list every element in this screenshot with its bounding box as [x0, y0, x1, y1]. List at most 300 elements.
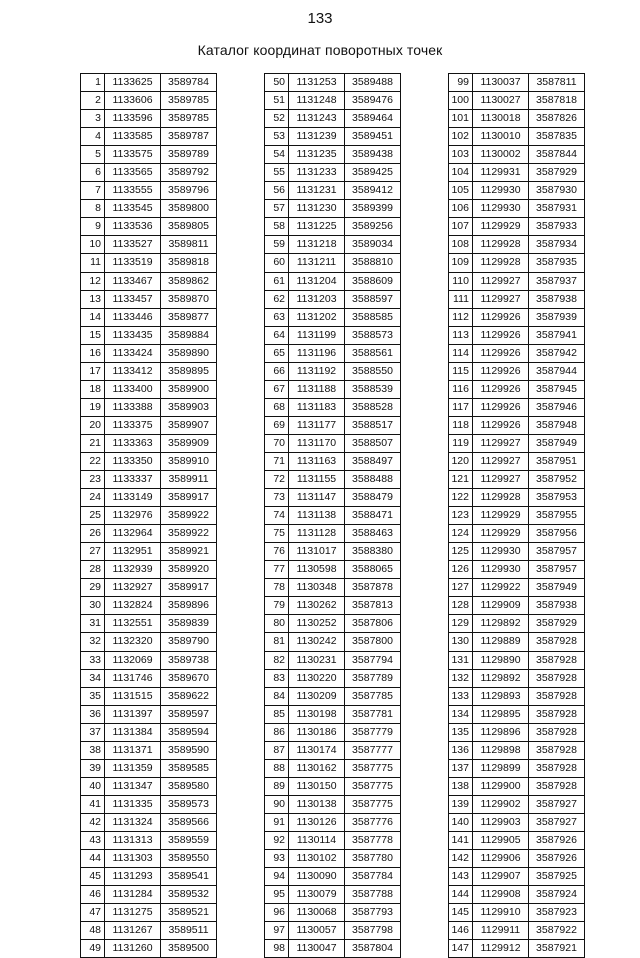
coord-y: 3589890	[161, 344, 217, 362]
coord-y: 3587938	[529, 290, 585, 308]
table-row	[81, 579, 217, 597]
table-row	[265, 651, 401, 669]
coord-y: 3589511	[161, 922, 217, 940]
point-number: 19	[81, 398, 105, 416]
coord-y: 3589818	[161, 254, 217, 272]
coord-y: 3587927	[529, 813, 585, 831]
coord-x: 1131239	[289, 128, 345, 146]
table-row	[81, 452, 217, 470]
coord-y: 3589805	[161, 218, 217, 236]
coord-y: 3589903	[161, 398, 217, 416]
coord-x: 1130138	[289, 795, 345, 813]
coord-y: 3589784	[161, 74, 217, 92]
table-row	[449, 146, 585, 164]
point-number: 13	[81, 290, 105, 308]
coord-x: 1131371	[105, 741, 161, 759]
coord-y: 3587930	[529, 182, 585, 200]
coord-x: 1133363	[105, 434, 161, 452]
point-number: 141	[449, 831, 473, 849]
point-number: 131	[449, 651, 473, 669]
coord-x: 1130010	[473, 128, 529, 146]
coord-x: 1133625	[105, 74, 161, 92]
coord-x: 1129903	[473, 813, 529, 831]
point-number: 11	[81, 254, 105, 272]
coord-y: 3587806	[345, 615, 401, 633]
point-number: 107	[449, 218, 473, 236]
table-row	[81, 398, 217, 416]
point-number: 58	[265, 218, 289, 236]
coord-x: 1131155	[289, 471, 345, 489]
table-row	[81, 362, 217, 380]
coord-x: 1133337	[105, 471, 161, 489]
point-number: 92	[265, 831, 289, 849]
coord-x: 1131196	[289, 344, 345, 362]
coord-x: 1133467	[105, 272, 161, 290]
coord-x: 1130150	[289, 777, 345, 795]
coord-x: 1131204	[289, 272, 345, 290]
coord-y: 3587956	[529, 525, 585, 543]
coord-y: 3589785	[161, 110, 217, 128]
coord-x: 1131192	[289, 362, 345, 380]
coord-x: 1133545	[105, 200, 161, 218]
table-row	[265, 452, 401, 470]
coord-x: 1130102	[289, 850, 345, 868]
coord-x: 1129926	[473, 362, 529, 380]
coord-x: 1131397	[105, 705, 161, 723]
point-number: 97	[265, 922, 289, 940]
point-number: 41	[81, 795, 105, 813]
table-row	[81, 741, 217, 759]
point-number: 122	[449, 489, 473, 507]
coord-y: 3589532	[161, 886, 217, 904]
point-number: 146	[449, 922, 473, 940]
point-number: 68	[265, 398, 289, 416]
point-number: 123	[449, 507, 473, 525]
coord-x: 1131163	[289, 452, 345, 470]
table-row	[265, 507, 401, 525]
coord-x: 1130037	[473, 74, 529, 92]
point-number: 20	[81, 416, 105, 434]
coord-x: 1133585	[105, 128, 161, 146]
coord-y: 3589590	[161, 741, 217, 759]
coord-x: 1132069	[105, 651, 161, 669]
coord-x: 1130209	[289, 687, 345, 705]
table-row	[449, 290, 585, 308]
table-row	[449, 362, 585, 380]
table-row	[449, 434, 585, 452]
coord-x: 1129926	[473, 380, 529, 398]
point-number: 8	[81, 200, 105, 218]
coord-y: 3587957	[529, 543, 585, 561]
point-number: 63	[265, 308, 289, 326]
table-row	[81, 525, 217, 543]
point-number: 71	[265, 452, 289, 470]
point-number: 98	[265, 940, 289, 958]
table-row	[265, 543, 401, 561]
coord-x: 1129922	[473, 579, 529, 597]
coord-y: 3588597	[345, 290, 401, 308]
coord-y: 3589884	[161, 326, 217, 344]
coord-x: 1129928	[473, 254, 529, 272]
point-number: 110	[449, 272, 473, 290]
coord-y: 3589811	[161, 236, 217, 254]
table-row	[449, 868, 585, 886]
point-number: 5	[81, 146, 105, 164]
point-number: 6	[81, 164, 105, 182]
point-number: 57	[265, 200, 289, 218]
coord-x: 1131243	[289, 110, 345, 128]
coord-x: 1133555	[105, 182, 161, 200]
table-row	[449, 74, 585, 92]
coord-x: 1131183	[289, 398, 345, 416]
coord-x: 1130252	[289, 615, 345, 633]
table-row	[81, 831, 217, 849]
table-row	[81, 380, 217, 398]
coord-x: 1132824	[105, 597, 161, 615]
coord-y: 3588539	[345, 380, 401, 398]
coord-y: 3587923	[529, 904, 585, 922]
coord-y: 3589900	[161, 380, 217, 398]
point-number: 54	[265, 146, 289, 164]
table-row	[265, 741, 401, 759]
point-number: 14	[81, 308, 105, 326]
coord-x: 1130262	[289, 597, 345, 615]
coord-x: 1130186	[289, 723, 345, 741]
point-number: 30	[81, 597, 105, 615]
table-row	[81, 182, 217, 200]
coord-y: 3587794	[345, 651, 401, 669]
table-row	[449, 723, 585, 741]
coord-y: 3589670	[161, 669, 217, 687]
table-row	[265, 723, 401, 741]
table-row	[81, 254, 217, 272]
point-number: 18	[81, 380, 105, 398]
coord-x: 1129905	[473, 831, 529, 849]
coord-y: 3587926	[529, 831, 585, 849]
table-row	[449, 200, 585, 218]
table-row	[449, 651, 585, 669]
point-number: 130	[449, 633, 473, 651]
coord-x: 1131335	[105, 795, 161, 813]
coord-y: 3587931	[529, 200, 585, 218]
point-number: 87	[265, 741, 289, 759]
coord-y: 3589922	[161, 525, 217, 543]
point-number: 28	[81, 561, 105, 579]
coord-y: 3587942	[529, 344, 585, 362]
point-number: 48	[81, 922, 105, 940]
table-row	[449, 886, 585, 904]
coord-y: 3588507	[345, 434, 401, 452]
coord-x: 1131202	[289, 308, 345, 326]
table-row	[265, 615, 401, 633]
coord-x: 1130002	[473, 146, 529, 164]
point-number: 10	[81, 236, 105, 254]
page-number: 133	[307, 10, 333, 27]
table-row	[449, 128, 585, 146]
coord-x: 1131347	[105, 777, 161, 795]
table-row	[265, 164, 401, 182]
table-row	[81, 471, 217, 489]
point-number: 93	[265, 850, 289, 868]
table-row	[81, 922, 217, 940]
point-number: 33	[81, 651, 105, 669]
coord-y: 3589566	[161, 813, 217, 831]
coord-y: 3587777	[345, 741, 401, 759]
coord-y: 3589839	[161, 615, 217, 633]
table-row	[449, 92, 585, 110]
coord-x: 1132939	[105, 561, 161, 579]
point-number: 24	[81, 489, 105, 507]
point-number: 52	[265, 110, 289, 128]
coord-x: 1129909	[473, 597, 529, 615]
coord-y: 3589500	[161, 940, 217, 958]
coordinates-table-1	[80, 73, 217, 958]
coordinates-table-3	[448, 73, 585, 958]
coord-x: 1129890	[473, 651, 529, 669]
coord-y: 3589412	[345, 182, 401, 200]
coord-x: 1133565	[105, 164, 161, 182]
coord-x: 1129928	[473, 489, 529, 507]
coord-y: 3589425	[345, 164, 401, 182]
coord-y: 3587779	[345, 723, 401, 741]
coord-x: 1132927	[105, 579, 161, 597]
point-number: 135	[449, 723, 473, 741]
coord-y: 3588585	[345, 308, 401, 326]
table-row	[449, 543, 585, 561]
table-row	[81, 290, 217, 308]
point-number: 105	[449, 182, 473, 200]
table-row	[81, 92, 217, 110]
point-number: 62	[265, 290, 289, 308]
coord-x: 1133596	[105, 110, 161, 128]
point-number: 32	[81, 633, 105, 651]
coord-x: 1131293	[105, 868, 161, 886]
coord-y: 3587945	[529, 380, 585, 398]
point-number: 133	[449, 687, 473, 705]
coord-x: 1131225	[289, 218, 345, 236]
point-number: 66	[265, 362, 289, 380]
point-number: 70	[265, 434, 289, 452]
point-number: 34	[81, 669, 105, 687]
coord-y: 3589738	[161, 651, 217, 669]
coord-y: 3587798	[345, 922, 401, 940]
coord-y: 3588463	[345, 525, 401, 543]
coord-y: 3589862	[161, 272, 217, 290]
coord-y: 3589796	[161, 182, 217, 200]
table-row	[449, 525, 585, 543]
coord-y: 3587928	[529, 651, 585, 669]
coord-y: 3587944	[529, 362, 585, 380]
coord-x: 1130079	[289, 886, 345, 904]
coord-x: 1132951	[105, 543, 161, 561]
coord-x: 1133424	[105, 344, 161, 362]
coord-y: 3589256	[345, 218, 401, 236]
coord-x: 1131303	[105, 850, 161, 868]
coord-y: 3587776	[345, 813, 401, 831]
point-number: 38	[81, 741, 105, 759]
table-row	[81, 272, 217, 290]
point-number: 88	[265, 759, 289, 777]
point-number: 69	[265, 416, 289, 434]
coord-y: 3587789	[345, 669, 401, 687]
table-row	[449, 110, 585, 128]
table-row	[81, 74, 217, 92]
coord-y: 3588810	[345, 254, 401, 272]
coord-x: 1133388	[105, 398, 161, 416]
coord-y: 3587952	[529, 471, 585, 489]
point-number: 74	[265, 507, 289, 525]
coord-y: 3589922	[161, 507, 217, 525]
point-number: 40	[81, 777, 105, 795]
coord-x: 1130348	[289, 579, 345, 597]
coord-x: 1131515	[105, 687, 161, 705]
coord-x: 1130090	[289, 868, 345, 886]
coord-x: 1133606	[105, 92, 161, 110]
point-number: 47	[81, 904, 105, 922]
point-number: 4	[81, 128, 105, 146]
coord-x: 1129926	[473, 398, 529, 416]
table-row	[449, 254, 585, 272]
point-number: 29	[81, 579, 105, 597]
table-row	[449, 380, 585, 398]
point-number: 45	[81, 868, 105, 886]
table-row	[449, 561, 585, 579]
point-number: 67	[265, 380, 289, 398]
point-number: 99	[449, 74, 473, 92]
point-number: 23	[81, 471, 105, 489]
coord-y: 3587928	[529, 777, 585, 795]
coord-x: 1129929	[473, 218, 529, 236]
table-row	[81, 795, 217, 813]
coord-x: 1129927	[473, 290, 529, 308]
coord-x: 1131188	[289, 380, 345, 398]
coord-y: 3587785	[345, 687, 401, 705]
table-row	[81, 507, 217, 525]
coord-y: 3589521	[161, 904, 217, 922]
table-row	[81, 904, 217, 922]
point-number: 53	[265, 128, 289, 146]
coord-y: 3587938	[529, 597, 585, 615]
point-number: 121	[449, 471, 473, 489]
point-number: 22	[81, 452, 105, 470]
point-number: 26	[81, 525, 105, 543]
page-title: Каталог координат поворотных точек	[197, 42, 443, 58]
coord-y: 3589787	[161, 128, 217, 146]
table-row	[265, 326, 401, 344]
coord-x: 1133536	[105, 218, 161, 236]
table-row	[265, 669, 401, 687]
table-row	[81, 434, 217, 452]
coord-x: 1130174	[289, 741, 345, 759]
table-row	[449, 308, 585, 326]
point-number: 79	[265, 597, 289, 615]
coord-x: 1133457	[105, 290, 161, 308]
coord-x: 1132551	[105, 615, 161, 633]
coord-y: 3587939	[529, 308, 585, 326]
point-number: 31	[81, 615, 105, 633]
coord-x: 1131275	[105, 904, 161, 922]
table-row	[265, 922, 401, 940]
coord-y: 3587818	[529, 92, 585, 110]
table-row	[265, 759, 401, 777]
table-row	[81, 128, 217, 146]
point-number: 111	[449, 290, 473, 308]
coord-x: 1133375	[105, 416, 161, 434]
coord-x: 1133435	[105, 326, 161, 344]
point-number: 119	[449, 434, 473, 452]
point-number: 118	[449, 416, 473, 434]
coord-y: 3589476	[345, 92, 401, 110]
coord-x: 1132964	[105, 525, 161, 543]
coord-y: 3587928	[529, 705, 585, 723]
table-row	[449, 795, 585, 813]
coord-y: 3589895	[161, 362, 217, 380]
coord-x: 1131231	[289, 182, 345, 200]
table-row	[265, 200, 401, 218]
coord-y: 3587941	[529, 326, 585, 344]
coord-y: 3587927	[529, 795, 585, 813]
coord-x: 1133575	[105, 146, 161, 164]
table-row	[449, 236, 585, 254]
point-number: 132	[449, 669, 473, 687]
coord-x: 1131230	[289, 200, 345, 218]
table-row	[265, 416, 401, 434]
point-number: 84	[265, 687, 289, 705]
point-number: 109	[449, 254, 473, 272]
point-number: 17	[81, 362, 105, 380]
coord-x: 1131128	[289, 525, 345, 543]
coord-x: 1129908	[473, 886, 529, 904]
table-row	[265, 597, 401, 615]
table-row	[449, 416, 585, 434]
table-row	[449, 164, 585, 182]
table-row	[265, 398, 401, 416]
table-row	[265, 128, 401, 146]
point-number: 55	[265, 164, 289, 182]
point-number: 91	[265, 813, 289, 831]
coord-y: 3589399	[345, 200, 401, 218]
coord-y: 3587826	[529, 110, 585, 128]
coord-y: 3588609	[345, 272, 401, 290]
coord-x: 1129930	[473, 200, 529, 218]
coord-x: 1131211	[289, 254, 345, 272]
coord-y: 3587813	[345, 597, 401, 615]
coord-y: 3587928	[529, 723, 585, 741]
coord-x: 1129895	[473, 705, 529, 723]
point-number: 43	[81, 831, 105, 849]
coord-x: 1132976	[105, 507, 161, 525]
table-row	[449, 633, 585, 651]
coord-x: 1131384	[105, 723, 161, 741]
table-row	[449, 507, 585, 525]
point-number: 72	[265, 471, 289, 489]
coord-y: 3587926	[529, 850, 585, 868]
coord-y: 3587775	[345, 759, 401, 777]
coord-y: 3589921	[161, 543, 217, 561]
coord-x: 1131177	[289, 416, 345, 434]
point-number: 59	[265, 236, 289, 254]
point-number: 86	[265, 723, 289, 741]
coord-y: 3588065	[345, 561, 401, 579]
table-row	[449, 813, 585, 831]
table-row	[81, 633, 217, 651]
coord-x: 1129906	[473, 850, 529, 868]
point-number: 16	[81, 344, 105, 362]
table-row	[265, 434, 401, 452]
point-number: 83	[265, 669, 289, 687]
coord-y: 3588471	[345, 507, 401, 525]
point-number: 101	[449, 110, 473, 128]
